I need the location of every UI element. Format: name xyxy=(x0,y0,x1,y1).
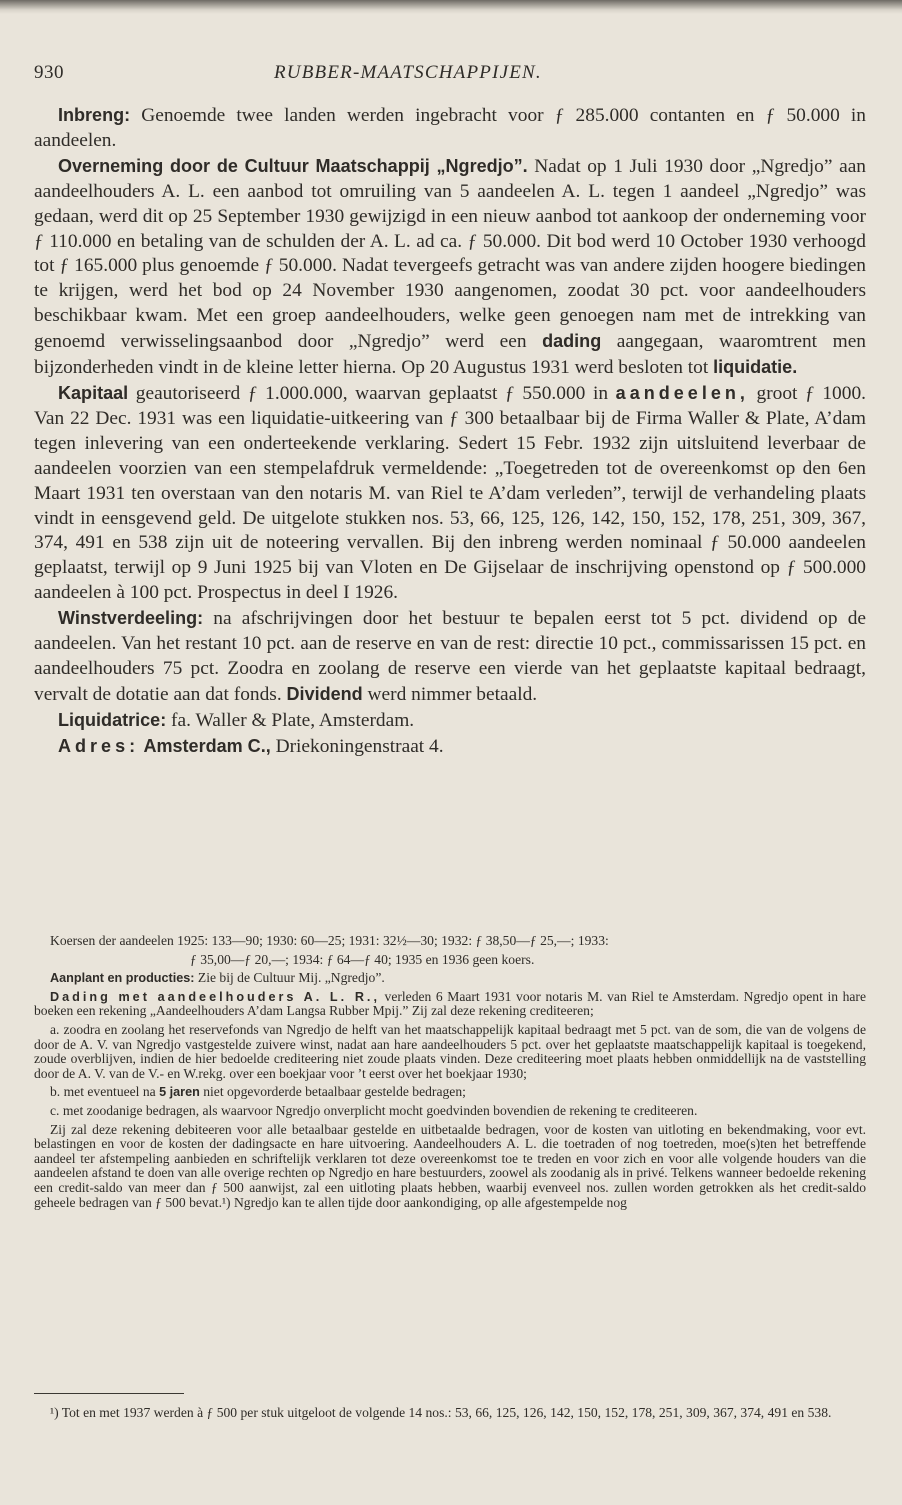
text-winst-2: werd nimmer betaald. xyxy=(362,683,538,705)
term-liquidatie: liquidatie. xyxy=(713,357,798,378)
dading-text: verleden 6 Maart 1931 voor notaris M. van Riel te Amsterdam. Ngredjo opent in hare boeken een rekening „Aandeelhouders A’dam Langsa Rubber Mpij.” Zij zal deze rekening crediteeren; xyxy=(34,988,866,1019)
footnote-1: ¹) Tot en met 1937 werden à ƒ 500 per stuk uitgeloot de volgende 14 nos.: 53, 66, 125, 126, 142, 150, 152, 178, 251, 309, 367, 374, 491 en 538. xyxy=(50,1405,832,1420)
clause-b xyxy=(34,1085,866,1100)
page-header xyxy=(34,62,866,86)
label-inbreng: Inbreng: xyxy=(58,105,131,125)
clause-a: a. zoodra en zoolang het reservefonds van Ngredjo de helft van het maatschappelijk kapitaal bedraagt met 5 pct. van de som, die van de volgens de door de A. V. van Ngredjo vastgestelde zuivere winst, nadat aan hare aandeelhouders 5 pct. over het geplaatste maatschappelijk kapitaal is toegekend, zoude overblijven, indien de hier bedoelde crediteering niet zoude plaats vinden. Deze crediteering moet plaats hebben onmiddellijk na de vaststelling door de A. V. van de V.- en W.rekg. over een boekjaar voor ’t eerst over het boekjaar 1930; xyxy=(34,1021,866,1081)
text-winst-1: na afschrijvingen door het bestuur te bepalen eerst tot 5 pct. dividend op de aandeelen. Van het restant 10 pct. aan de reserve en van de rest: directie 10 pct., commissarissen 15 pct. en aandeelhouders 75 pct. Zoodra en zoolang de reserve een vierde van het geplaatste kapitaal bedraagt, vervalt de dotatie aan dat fonds. xyxy=(34,608,866,705)
aanplant-label: Aanplant en producties: xyxy=(50,971,195,986)
footnote-section xyxy=(34,1406,866,1425)
page-top-shadow xyxy=(0,0,902,14)
aanplant-paragraph xyxy=(34,971,866,986)
main-text xyxy=(34,103,866,760)
text-inbreng: Genoemde twee landen werden ingebracht voor ƒ 285.000 contanten en ƒ 50.000 in aandeelen. xyxy=(34,105,866,151)
aanplant-text: Zie bij de Cultuur Mij. „Ngredjo”. xyxy=(194,970,385,986)
footnote-rule xyxy=(34,1393,184,1394)
label-winstverdeeling: Winstverdeeling: xyxy=(58,608,204,629)
paragraph-adres xyxy=(34,734,866,760)
text-overneming-1: Nadat op 1 Juli 1930 door „Ngredjo” aan aandeelhouders A. L. een aanbod tot omruiling van 5 aandeelen A. L. tegen 1 aandeel „Ngredjo” was gedaan, werd dit op 25 September 1930 gewijzigd in een nieuw aanbod tot aankoop der onderneming voor ƒ 110.000 en betaling van de schulden der A. L. ad ca. ƒ 50.000. Dit bod werd 10 October 1930 verhoogd tot ƒ 165.000 plus genoemde ƒ 50.000. Nadat tevergeefs getracht was van andere zijden hoogere biedingen te krijgen, werd het bod op 24 November 1930 aangenomen, zoodat 30 pct. voor aandeelhouders beschikbaar kwam. Met een groep aandeelhouders, welke geen genoegen nam met de intrekking van genoemd verwisselingsaanbod door „Ngredjo” werd een xyxy=(34,155,866,353)
page-number: 930 xyxy=(34,62,64,83)
debiteeren-paragraph: Zij zal deze rekening debiteeren voor alle betaalbaar gestelde en uitbetaalde bedragen, voor de kosten van uitloting en bekendmaking, voor evt. belastingen en voor de kosten der dadingsacte en hare uitvoering. Aandeelhouders A. L. die toetraden of nog toetreden, moe(s)ten het betreffende aandeel ter afstempeling aanbieden en schriftelijk verklaren tot deze overeenkomst toe te treden en voor zich en voor alle volgende houders van die aandeelen afstand te doen van alle overige rechten op Ngredjo en hare bestuurders, zoowel als zoodanig als in privé. Telkens wanneer bedoelde rekening een credit-saldo van meer dan ƒ 500 aanwijst, zal een uitloting plaats hebben, waarbij evenveel nos. zullen worden getrokken als het credit-saldo geheele bedragen van ƒ 500 bevat.¹) Ngredjo kan te allen tijde door aankondiging, op alle afgestempelde nog xyxy=(34,1121,866,1210)
term-aandeelen: aandeelen, xyxy=(615,382,749,403)
clause-b-text-1: b. met eventueel na xyxy=(50,1084,160,1100)
paragraph-liquidatrice xyxy=(34,708,866,734)
small-print-section xyxy=(34,934,866,1214)
label-liquidatrice: Liquidatrice: xyxy=(58,709,167,730)
koersen-line: Koersen der aandeelen 1925: 133—90; 1930: 60—25; 1931: 32½—30; 1932: ƒ 38,50—ƒ 25,—; 1933: xyxy=(50,933,609,948)
term-dading: dading xyxy=(542,331,602,352)
text-overneming-2: aangegaan, waaromtrent men bijzonderheden vindt in de kleine letter hierna. Op 20 Augustus 1931 werd besloten tot xyxy=(34,331,867,379)
label-adres: Adres: xyxy=(58,735,140,756)
clause-b-bold: 5 jaren xyxy=(159,1085,200,1100)
label-kapitaal: Kapitaal xyxy=(58,382,129,403)
clause-b-text-2: niet opgevorderde betaalbaar gestelde bedragen; xyxy=(199,1084,466,1100)
label-overneming: Overneming door de Cultuur Maatschappij „Ngredjo”. xyxy=(58,155,528,176)
paragraph-overneming xyxy=(34,154,866,381)
paragraph-kapitaal xyxy=(34,381,866,606)
dading-label: Dading met aandeelhouders A. L. R., xyxy=(50,989,380,1004)
text-adres: Driekoningenstraat 4. xyxy=(270,735,444,757)
paragraph-inbreng xyxy=(34,103,866,154)
text-kapitaal-1: geautoriseerd ƒ 1.000.000, waarvan geplaatst ƒ 550.000 in xyxy=(128,382,616,404)
term-dividend: Dividend xyxy=(286,683,363,704)
dading-paragraph xyxy=(34,990,866,1019)
text-kapitaal-2: groot ƒ 1000. Van 22 Dec. 1931 was een liquidatie-uitkeering van ƒ 300 betaalbaar bij de Firma Waller & Plate, A’dam tegen inlevering van een onderteekende verklaring. Sedert 15 Febr. 1932 zijn uitsluitend leverbaar de aandeelen voorzien van een stempelafdruk vermeldende: „Toegetreden tot de overeenkomst op den 6en Maart 1931 ten overstaan van den notaris M. van Riel te A’dam verleden”, terwijl de verhandeling plaats vindt in eensgevend geld. De uitgelote stukken nos. 53, 66, 125, 126, 142, 150, 152, 178, 251, 309, 367, 374, 491 en 538 zijn uit de noteering vervallen. Bij den inbreng werden nominaal ƒ 50.000 aandeelen geplaatst, terwijl op 9 Juni 1925 bij van Vloten en De Gijselaar de inschrijving openstond op ƒ 500.000 aandeelen à 100 pct. Prospectus in deel I 1926. xyxy=(34,382,866,604)
text-liquidatrice: fa. Waller & Plate, Amsterdam. xyxy=(166,709,415,731)
paragraph-winstverdeeling xyxy=(34,606,866,708)
adres-city: Amsterdam C., xyxy=(139,735,271,756)
koersen-line-2: ƒ 35,00—ƒ 20,—; 1934: ƒ 64—ƒ 40; 1935 en 1936 geen koers. xyxy=(190,951,535,967)
running-title: RUBBER-MAATSCHAPPIJEN. xyxy=(274,62,542,83)
clause-c: c. met zoodanige bedragen, als waarvoor Ngredjo onverplicht mocht goedvinden bovendien de rekening te crediteeren. xyxy=(50,1102,698,1118)
